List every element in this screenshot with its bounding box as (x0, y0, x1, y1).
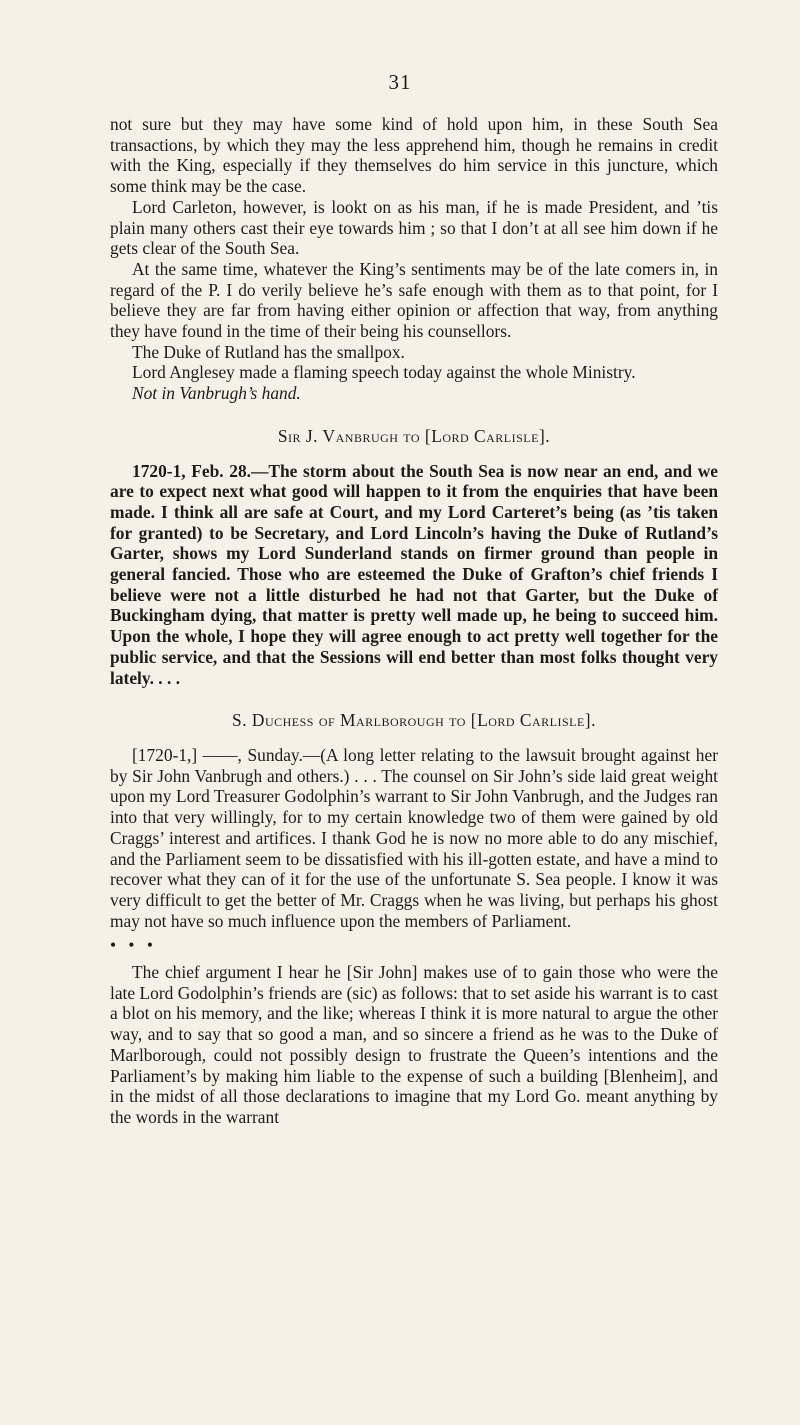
editorial-note: Not in Vanbrugh’s hand. (132, 383, 301, 404)
ellipsis-separator: • • • (110, 935, 157, 956)
paragraph: not sure but they may have some kind of hold upon him, in these South Sea transactions, by which they may the less apprehend him, though he remains in credit with the King, especially if they themselves do him service in this juncture, which some think may be the case. (110, 114, 718, 197)
paragraph: Lord Carleton, however, is lookt on as his man, if he is made President, and ’tis plain many others cast their eye towards him ; so that I don’t at all see him down if he gets clear of the South Sea. (110, 196, 718, 259)
paragraph: The Duke of Rutland has the smallpox. (132, 341, 405, 362)
paragraph: At the same time, whatever the King’s sentiments may be of the late comers in, in regard of the P. I do verily believe he’s safe enough with them as to that point, for I believe they are far from having either opinion or affection that way, from anything they have found in the time of their being his counsellors. (110, 258, 718, 342)
page-number: 31 (388, 70, 412, 94)
letter-heading: S. Duchess of Marlborough to [Lord Carlisle]. (232, 710, 596, 731)
letter-heading: Sir J. Vanbrugh to [Lord Carlisle]. (277, 425, 551, 446)
paragraph: The chief argument I hear he [Sir John] makes use of to gain those who were the late Lord Godolphin’s friends are (sic) as follows: that to set aside his warrant is to cast a blot on his memory, and the like; whereas I think it is more natural to argue the other way, and to say that so good a man, and so sincere a friend as he was to the Duke of Marlborough, could not possibly design to frustrate the Queen’s intentions and the Parliament’s by making him liable to the expense of such a building [Blenheim], and in the midst of all those declarations to imagine that my Lord Go. meant anything by the words in the warrant (110, 962, 718, 1127)
paragraph: [1720-1,] ——, Sunday.—(A long letter relating to the lawsuit brought against her by Sir John Vanbrugh and others.) . . . The counsel on Sir John’s side laid great weight upon my Lord Treasurer Godolphin’s warrant to Sir John Vanbrugh, and the Judges ran into that very willingly, for to my certain knowledge two of them were gained by old Craggs’ interest and artifices. I thank God he is now no more able to do any mischief, and the Parliament seem to be dissatisfied with his ill-gotten estate, and have a mind to recover what they can of it for the use of the unfortunate S. Sea people. I know it was very difficult to get the better of Mr. Craggs when he was living, but perhaps his ghost may not have so much influence upon the members of Parliament. (110, 744, 718, 931)
paragraph: 1720-1, Feb. 28.—The storm about the South Sea is now near an end, and we are to expect next what good will happen to it from the enquiries that have been made. I think all are safe at Court, and my Lord Carteret’s being (as ’tis taken for granted) to be Secretary, and Lord Lincoln’s having the Duke of Rutland’s Garter, shows my Lord Sunderland stands on firmer ground than people in general fancied. Those who are esteemed the Duke of Grafton’s chief friends I believe were not a little disturbed he had not that Garter, but the Duke of Buckingham dying, that matter is pretty well made up, he being to succeed him. Upon the whole, I hope they will agree enough to act pretty well together for the public service, and that the Sessions will end better than most folks thought very lately. . . . (110, 460, 718, 688)
body-text (110, 114, 718, 1128)
paragraph: Lord Anglesey made a flaming speech today against the whole Ministry. (132, 362, 636, 383)
